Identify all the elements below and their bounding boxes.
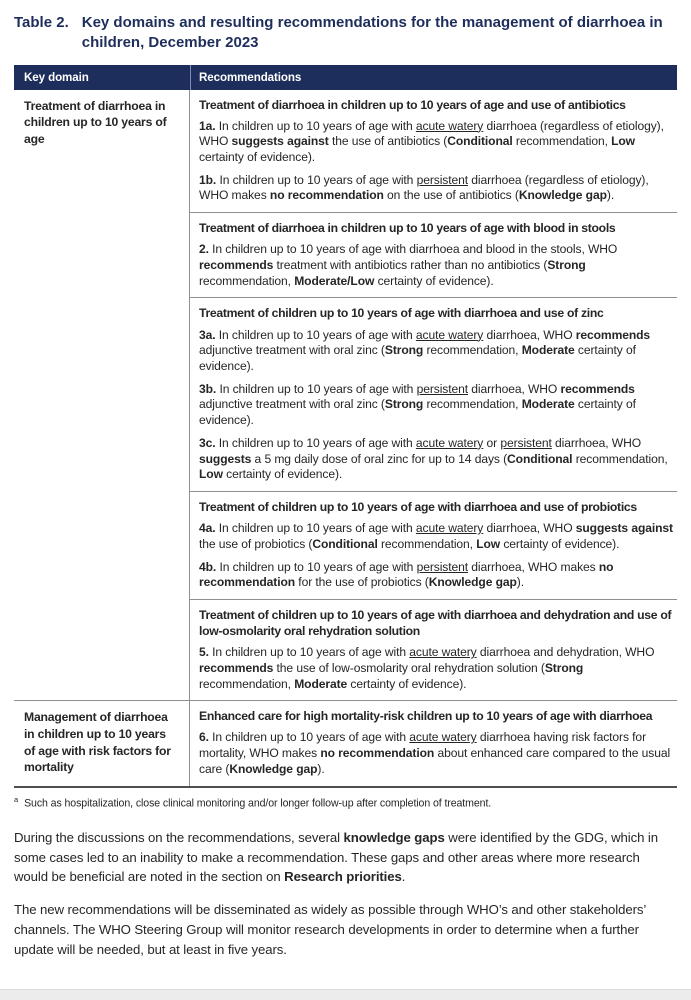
text-run: Low: [611, 134, 635, 149]
text-run: certainty of evidence).: [374, 273, 494, 288]
text-run: During the discussions on the recommendations, several: [14, 829, 344, 845]
recommendations-table: [14, 65, 677, 788]
text-run: for the use of probiotics (: [295, 575, 429, 590]
text-run: recommendation,: [423, 343, 522, 358]
section-heading: Treatment of diarrhoea in children up to 10 years of age with blood in stools: [199, 221, 616, 236]
section-heading: Treatment of diarrhoea in children up to 10 years of age and use of antibiotics: [199, 97, 626, 112]
text-run: ).: [606, 188, 615, 203]
text-run: certainty of evidence).: [199, 397, 636, 428]
text-run: certainty of evidence).: [199, 343, 636, 373]
recommendation-item: [199, 173, 675, 204]
text-run: In children up to 10 years of age with: [216, 381, 417, 396]
recommendation-item: [199, 560, 675, 591]
text-run: acute watery: [409, 645, 477, 660]
text-run: the use of probiotics (: [199, 536, 313, 551]
text-run: Research priorities: [284, 869, 402, 885]
key-domain-cell: Management of diarrhoea in children up to 10 years of age with risk factors for mortality: [14, 701, 190, 785]
text-run: diarrhoea (regardless of etiology), WHO: [199, 118, 664, 149]
text-run: suggests against: [231, 134, 329, 149]
text-run: acute watery: [415, 118, 484, 133]
text-run: Knowledge gap: [428, 575, 517, 590]
text-run: diarrhoea and dehydration, WHO: [476, 645, 655, 660]
text-run: 1b.: [199, 172, 217, 187]
text-run: Moderate: [521, 343, 575, 358]
text-run: recommendation,: [572, 451, 668, 466]
recommendation-item: [199, 242, 675, 289]
text-run: Moderate: [521, 397, 575, 412]
text-run: suggests: [199, 451, 252, 466]
text-run: In children up to 10 years of age with: [216, 172, 417, 187]
recommendations-cell: [190, 701, 677, 785]
footnote-text: Such as hospitalization, close clinical monitoring and/or longer follow-up after completion of treatment.: [24, 797, 492, 810]
text-run: certainty of evidence).: [347, 676, 467, 691]
body-paragraphs: [14, 828, 677, 960]
text-run: ).: [317, 761, 325, 776]
table-row: [14, 700, 677, 785]
text-run: the use of antibiotics (: [328, 134, 448, 149]
text-run: persistent: [416, 381, 468, 396]
text-run: In children up to 10 years of age with: [208, 730, 410, 745]
text-run: persistent: [416, 559, 468, 574]
text-run: recommends: [199, 660, 274, 675]
text-run: were identified by the GDG, which in some cases led to an inability to make a recommendation. These gaps and other areas where more research would be beneficial are noted in the section on: [14, 829, 658, 885]
text-run: diarrhoea, WHO: [483, 521, 576, 536]
text-run: suggests against: [575, 521, 673, 536]
text-run: In children up to 10 years of age with: [215, 435, 416, 450]
text-run: acute watery: [415, 327, 484, 342]
text-run: no recommendation: [269, 188, 384, 203]
text-run: diarrhoea, WHO: [483, 327, 576, 342]
column-header-key-domain: Key domain: [24, 70, 89, 84]
page-bottom-edge: [0, 989, 691, 1000]
text-run: recommendation,: [199, 676, 295, 691]
text-run: In children up to 10 years of age with: [208, 645, 410, 660]
recommendation-item: [199, 382, 675, 429]
key-domain-cell: Treatment of diarrhoea in children up to 10 years of age: [14, 90, 190, 701]
text-run: no recommendation: [320, 746, 435, 761]
recommendations-cell: [190, 90, 677, 701]
section-heading: Treatment of children up to 10 years of age with diarrhoea and use of zinc: [199, 306, 604, 321]
text-run: Conditional: [312, 536, 378, 551]
recommendation-section: [190, 599, 677, 700]
table-title-text: Key domains and resulting recommendations for the management of diarrhoea in children, December 2023: [81, 14, 663, 52]
text-run: Low: [476, 536, 501, 551]
text-run: persistent: [500, 435, 552, 450]
text-run: recommendation,: [423, 397, 522, 412]
text-run: Strong: [384, 343, 424, 358]
text-run: Low: [199, 467, 223, 482]
text-run: 2.: [199, 242, 209, 257]
text-run: Strong: [384, 397, 424, 412]
table-number-label: Table 2.: [14, 14, 69, 31]
text-run: In children up to 10 years of age with diarrhoea and blood in the stools, WHO: [208, 242, 618, 257]
body-paragraph: [14, 828, 677, 887]
text-run: In children up to 10 years of age with: [216, 559, 417, 574]
text-run: persistent: [416, 172, 468, 187]
text-run: 1a.: [199, 118, 216, 133]
text-run: ).: [516, 575, 524, 590]
table-header-row: [14, 65, 677, 90]
text-run: 6.: [199, 730, 209, 745]
text-run: Conditional: [447, 134, 513, 149]
text-run: In children up to 10 years of age with: [215, 118, 416, 133]
text-run: adjunctive treatment with oral zinc (: [199, 343, 385, 358]
text-run: acute watery: [409, 730, 477, 745]
section-heading: Enhanced care for high mortality-risk children up to 10 years of age with diarrhoea: [199, 709, 653, 724]
text-run: diarrhoea (regardless of etiology), WHO makes: [199, 172, 649, 203]
section-heading: Treatment of children up to 10 years of age with diarrhoea and dehydration and use of low-osmolarity oral rehydration solution: [199, 607, 672, 639]
recommendation-item: [199, 436, 675, 483]
text-run: recommends: [560, 381, 635, 396]
text-run: recommendation,: [199, 273, 295, 288]
text-run: The new recommendations will be disseminated as widely as possible through WHO’s and other stakeholders’ channels. The WHO Steering Group will monitor research developments in order to determine when a further update will be needed, but at least in five years.: [14, 902, 646, 957]
text-run: adjunctive treatment with oral zinc (: [199, 397, 385, 412]
text-run: Knowledge gap: [229, 761, 318, 776]
text-run: diarrhoea, WHO: [551, 435, 642, 450]
text-run: diarrhoea having risk factors for mortality, WHO makes: [199, 730, 646, 761]
recommendation-section: [190, 297, 677, 491]
table-row: [14, 90, 677, 701]
table-title: [14, 13, 677, 54]
text-run: certainty of evidence).: [500, 536, 620, 551]
text-run: Conditional: [507, 451, 573, 466]
recommendation-item: [199, 521, 675, 552]
text-run: acute watery: [415, 435, 484, 450]
recommendation-section: [190, 491, 677, 599]
section-heading: Treatment of children up to 10 years of age with diarrhoea and use of probiotics: [199, 500, 637, 514]
recommendation-item: [199, 730, 675, 777]
text-run: 3b.: [199, 381, 217, 396]
recommendation-item: [199, 645, 675, 692]
text-run: no recommendation: [199, 559, 614, 590]
text-run: Strong: [547, 258, 586, 272]
text-run: 3c.: [199, 435, 216, 450]
recommendation-section: [190, 90, 677, 213]
footnote-marker: a: [14, 794, 19, 804]
text-run: 3a.: [199, 327, 216, 342]
text-run: certainty of evidence).: [222, 467, 343, 482]
text-run: recommends: [199, 258, 274, 272]
table-body: [14, 90, 677, 786]
text-run: diarrhoea, WHO makes: [468, 559, 599, 574]
text-run: Moderate/Low: [294, 273, 375, 288]
recommendation-item: [199, 328, 675, 375]
text-run: on the use of antibiotics (: [383, 188, 519, 203]
text-run: In children up to 10 years of age with: [215, 327, 416, 342]
text-run: recommends: [575, 327, 651, 342]
text-run: treatment with antibiotics rather than no antibiotics (: [273, 258, 548, 272]
text-run: Strong: [544, 660, 584, 675]
column-header-recommendations: Recommendations: [190, 65, 677, 90]
text-run: 4a.: [199, 521, 216, 536]
text-run: a 5 mg daily dose of oral zinc for up to 14 days (: [251, 451, 508, 466]
text-run: Knowledge gap: [518, 188, 607, 203]
text-run: the use of low-osmolarity oral rehydration solution (: [273, 660, 545, 675]
body-paragraph: [14, 900, 677, 959]
text-run: recommendation,: [512, 134, 612, 149]
recommendation-section: [190, 701, 677, 785]
text-run: about enhanced care compared to the usual care (: [199, 746, 671, 776]
text-run: certainty of evidence).: [199, 150, 316, 165]
recommendation-section: [190, 212, 677, 297]
text-run: knowledge gaps: [343, 829, 445, 845]
text-run: recommendation,: [377, 536, 477, 551]
text-run: 4b.: [199, 559, 217, 574]
text-run: Moderate: [294, 676, 348, 691]
text-run: In children up to 10 years of age with: [215, 521, 416, 536]
text-run: 5.: [199, 645, 209, 660]
table-footnote: [14, 795, 677, 811]
text-run: .: [401, 869, 406, 885]
text-run: or: [483, 435, 501, 450]
text-run: diarrhoea, WHO: [468, 381, 561, 396]
recommendation-item: [199, 119, 675, 166]
text-run: acute watery: [415, 521, 484, 536]
